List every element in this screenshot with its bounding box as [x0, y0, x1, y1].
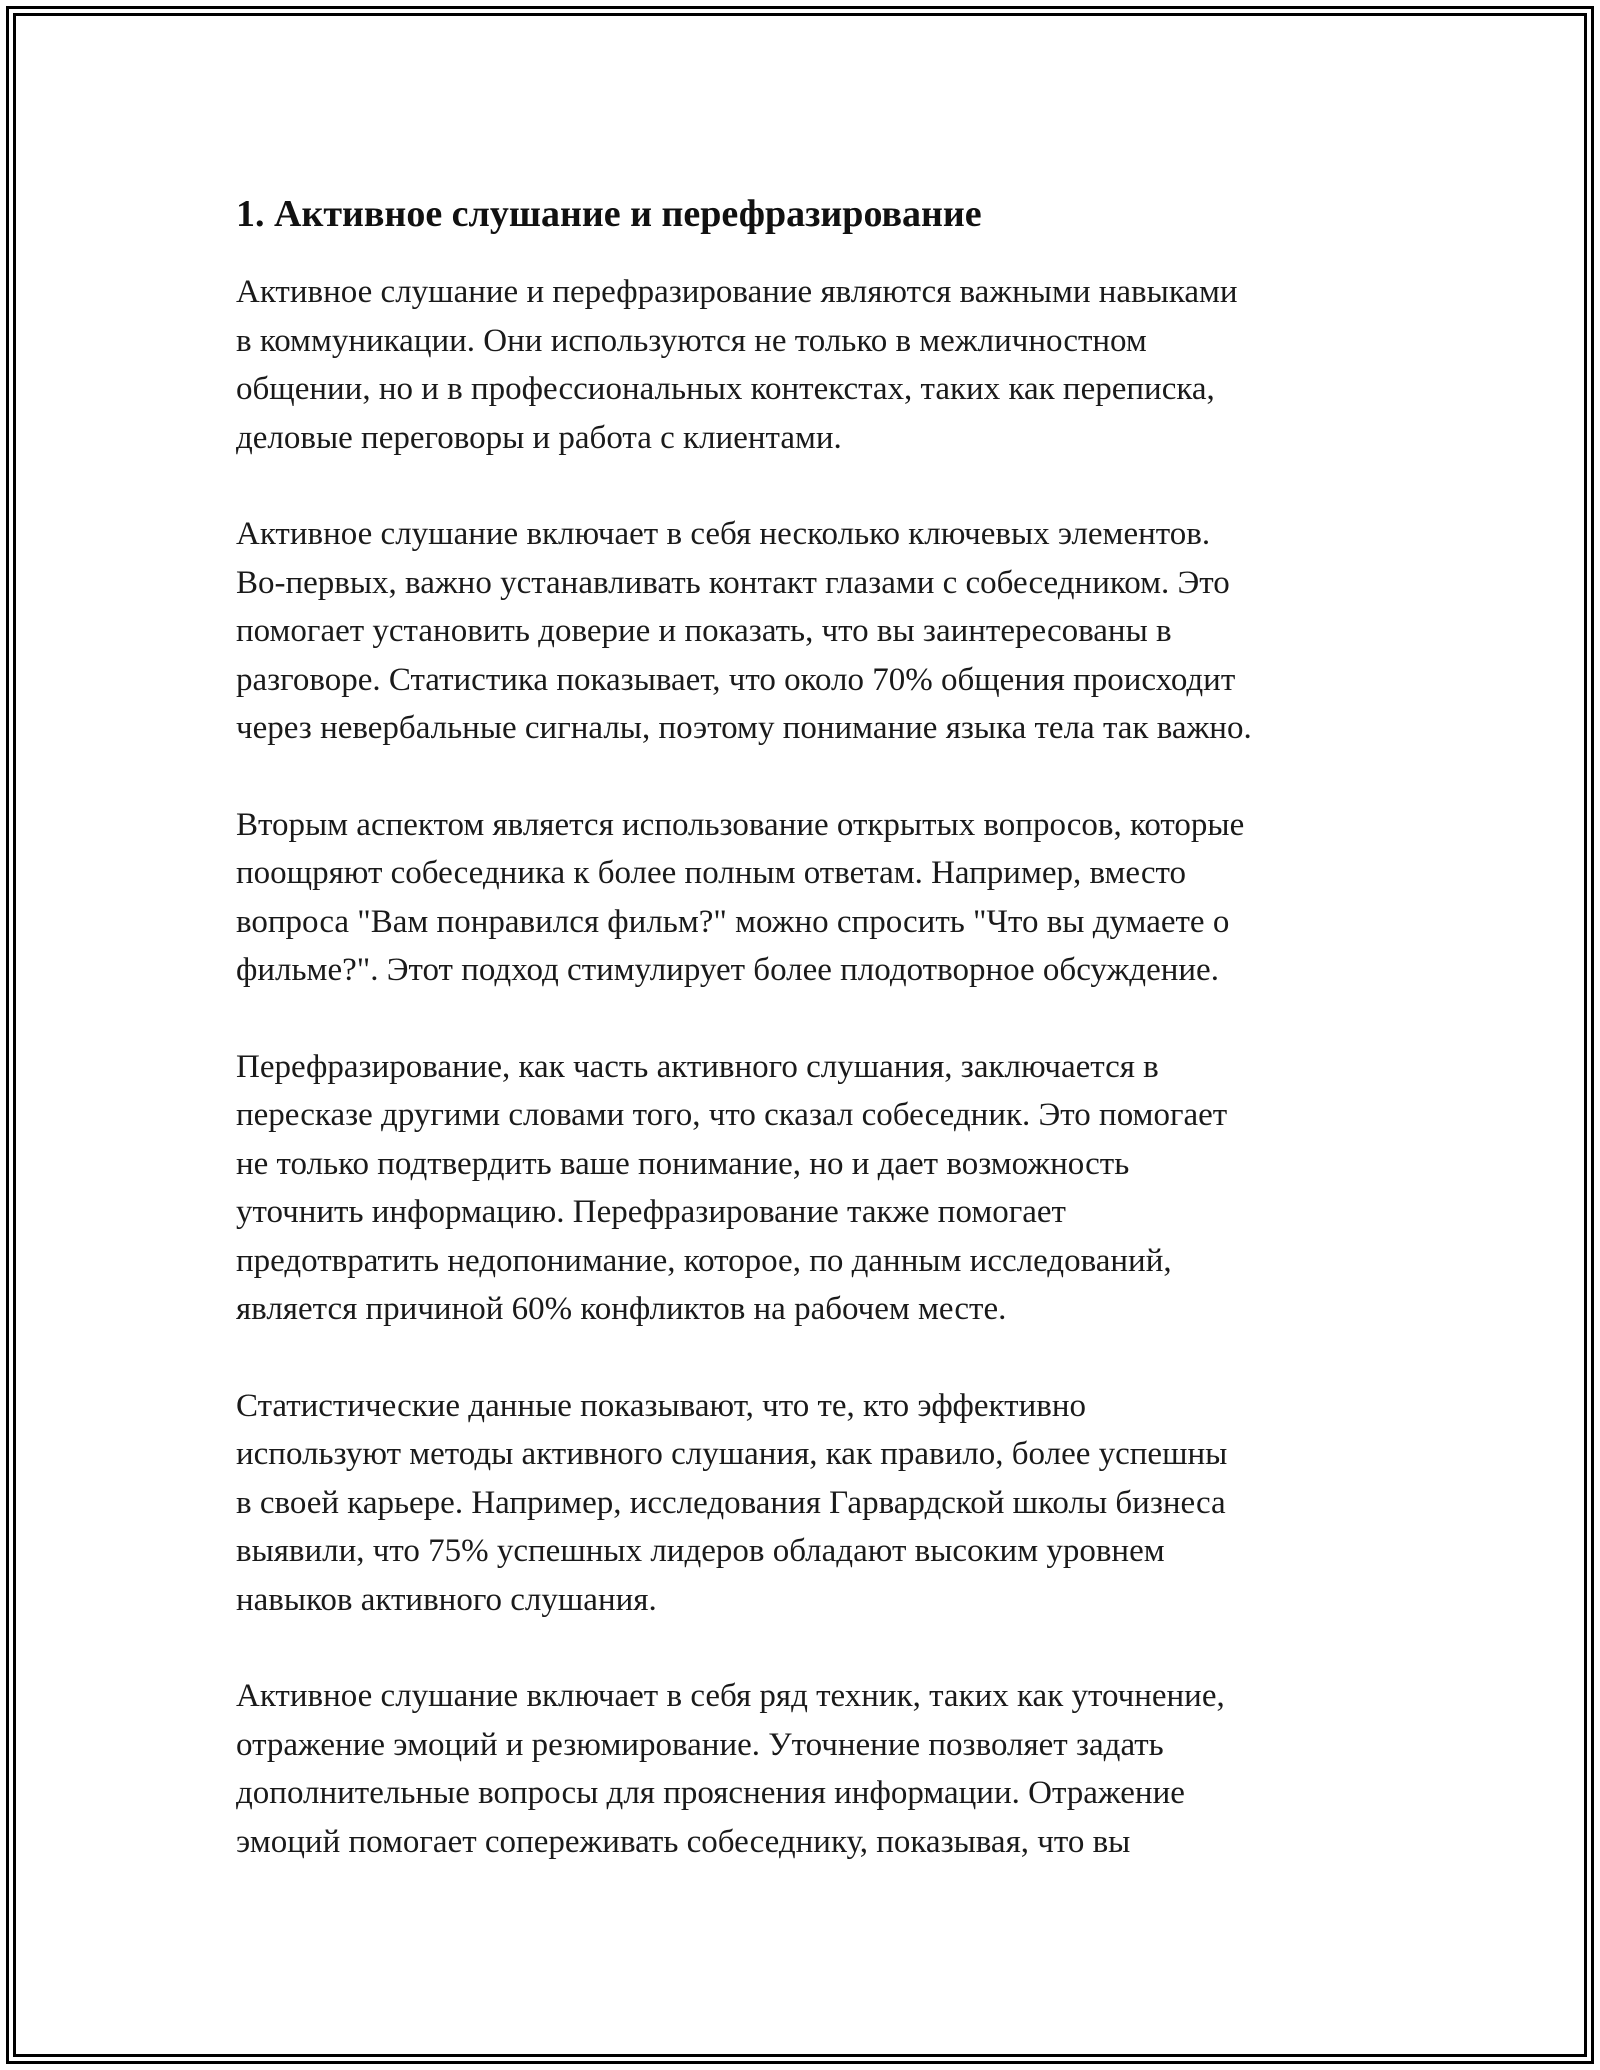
text-line: Статистические данные показывают, что те, кто эффективно [236, 1387, 1086, 1424]
text-line: помогает установить доверие и показать, что вы заинтересованы в [236, 613, 1172, 649]
text-line: Вторым аспектом является использование открытых вопросов, которые [236, 806, 1245, 843]
paragraph-intro [236, 268, 1376, 462]
text-line: навыков активного слушания. [236, 1581, 657, 1618]
text-line: отражение эмоций и резюмирование. Уточнение позволяет задать [236, 1726, 1164, 1763]
text-line: Перефразирование, как часть активного слушания, заключается в [236, 1048, 1159, 1085]
text-line: эмоций помогает сопереживать собеседнику, показывая, что вы [236, 1823, 1131, 1860]
text-line: деловые переговоры и работа с клиентами. [236, 419, 842, 456]
text-line: общении, но и в профессиональных контекстах, таких как переписка, [236, 371, 1215, 407]
text-line: фильме?". Этот подход стимулирует более плодотворное обсуждение. [236, 952, 1219, 988]
paragraph-paraphrasing [236, 1043, 1376, 1334]
text-line: через невербальные сигналы, поэтому понимание языка тела так важно. [236, 710, 1252, 746]
paragraph-statistics [236, 1382, 1376, 1625]
text-line: дополнительные вопросы для прояснения информации. Отражение [236, 1775, 1185, 1811]
text-line: поощряют собеседника к более полным ответам. Например, вместо [236, 855, 1186, 891]
text-line: используют методы активного слушания, как правило, более успешны [236, 1436, 1228, 1472]
text-line: разговоре. Статистика показывает, что около 70% общения происходит [236, 661, 1236, 698]
text-line: пересказе другими словами того, что сказал собеседник. Это помогает [236, 1097, 1228, 1133]
text-line: Активное слушание включает в себя ряд техник, таких как уточнение, [236, 1678, 1225, 1714]
text-line: является причиной 60% конфликтов на рабочем месте. [236, 1291, 1007, 1327]
text-line: вопроса "Вам понравился фильм?" можно спросить "Что вы думаете о [236, 903, 1230, 940]
text-line: не только подтвердить ваше понимание, но и дает возможность [236, 1145, 1130, 1182]
section-heading: 1. Активное слушание и перефразирование [236, 193, 982, 235]
paragraph-key-elements [236, 510, 1376, 753]
paragraph-open-questions [236, 801, 1376, 995]
document-body [236, 186, 1376, 1914]
text-line: Активное слушание включает в себя несколько ключевых элементов. [236, 516, 1211, 552]
paragraph-techniques [236, 1672, 1376, 1866]
text-line: Во-первых, важно устанавливать контакт глазами с собеседником. Это [236, 564, 1230, 601]
text-line: предотвратить недопонимание, которое, по данным исследований, [236, 1242, 1172, 1279]
text-line: уточнить информацию. Перефразирование также помогает [236, 1194, 1066, 1230]
text-line: в своей карьере. Например, исследования Гарвардской школы бизнеса [236, 1484, 1226, 1521]
text-line: в коммуникации. Они используются не только в межличностном [236, 322, 1147, 359]
text-line: Активное слушание и перефразирование являются важными навыками [236, 274, 1238, 310]
text-line: выявили, что 75% успешных лидеров обладают высоким уровнем [236, 1533, 1165, 1569]
